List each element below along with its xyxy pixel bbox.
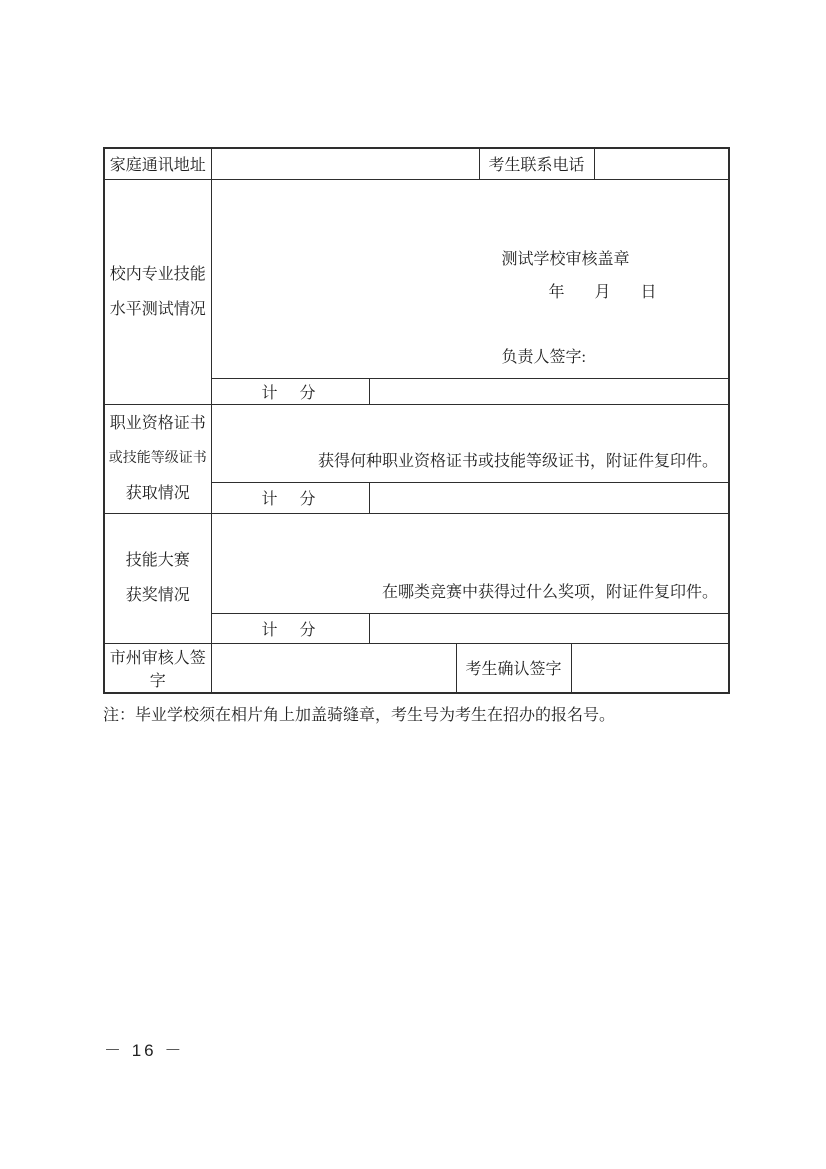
competition-score-label: 计 分 bbox=[211, 613, 369, 643]
skill-test-score-label: 计 分 bbox=[211, 378, 369, 404]
competition-label-line-1: 技能大赛 bbox=[125, 552, 190, 569]
competition-section-label bbox=[104, 513, 211, 643]
skill-test-content-cell bbox=[211, 179, 729, 378]
candidate-confirm-signature-cell bbox=[571, 643, 729, 693]
skill-test-content-row bbox=[104, 179, 729, 378]
footnote-text: 注：毕业学校须在相片角上加盖骑缝章，考生号为考生在招办的报名号。 bbox=[103, 707, 616, 724]
certificate-section-label bbox=[104, 404, 211, 513]
page-number: － 16 － bbox=[104, 1041, 185, 1060]
certificate-score-value-cell bbox=[369, 482, 729, 513]
competition-hint-text: 在哪类竞赛中获得过什么奖项，附证件复印件。 bbox=[382, 583, 719, 601]
school-seal-text: 测试学校审核盖章 bbox=[501, 250, 630, 268]
candidate-form-table bbox=[103, 147, 730, 694]
candidate-phone-label: 考生联系电话 bbox=[479, 148, 594, 179]
certificate-score-label: 计 分 bbox=[211, 482, 369, 513]
competition-label-line-2: 获奖情况 bbox=[125, 587, 190, 604]
competition-content-cell bbox=[211, 513, 729, 613]
skill-test-label-line-1: 校内专业技能 bbox=[109, 265, 206, 283]
certificate-label-line-3: 获取情况 bbox=[125, 485, 190, 502]
responsible-signature-text: 负责人签字: bbox=[501, 348, 586, 366]
family-address-value-cell bbox=[211, 148, 479, 179]
contact-row bbox=[104, 148, 729, 179]
competition-content-row bbox=[104, 513, 729, 613]
skill-test-score-value-cell bbox=[369, 378, 729, 404]
family-address-label: 家庭通讯地址 bbox=[104, 148, 211, 179]
signature-row bbox=[104, 643, 729, 693]
candidate-confirm-signature-label: 考生确认签字 bbox=[456, 643, 571, 693]
certificate-hint-text: 获得何种职业资格证书或技能等级证书，附证件复印件。 bbox=[318, 452, 719, 470]
certificate-content-cell bbox=[211, 404, 729, 482]
certificate-content-row bbox=[104, 404, 729, 482]
candidate-phone-value-cell bbox=[594, 148, 729, 179]
certificate-label-line-2: 或技能等级证书 bbox=[108, 451, 207, 466]
certificate-label-line-1: 职业资格证书 bbox=[109, 415, 206, 432]
city-reviewer-signature-label: 市州审核人签字 bbox=[104, 643, 211, 693]
competition-score-value-cell bbox=[369, 613, 729, 643]
skill-test-section-label bbox=[104, 179, 211, 404]
city-reviewer-signature-cell bbox=[211, 643, 456, 693]
date-placeholder-text: 年 月 日 bbox=[548, 283, 664, 301]
skill-test-label-line-2: 水平测试情况 bbox=[109, 300, 206, 318]
